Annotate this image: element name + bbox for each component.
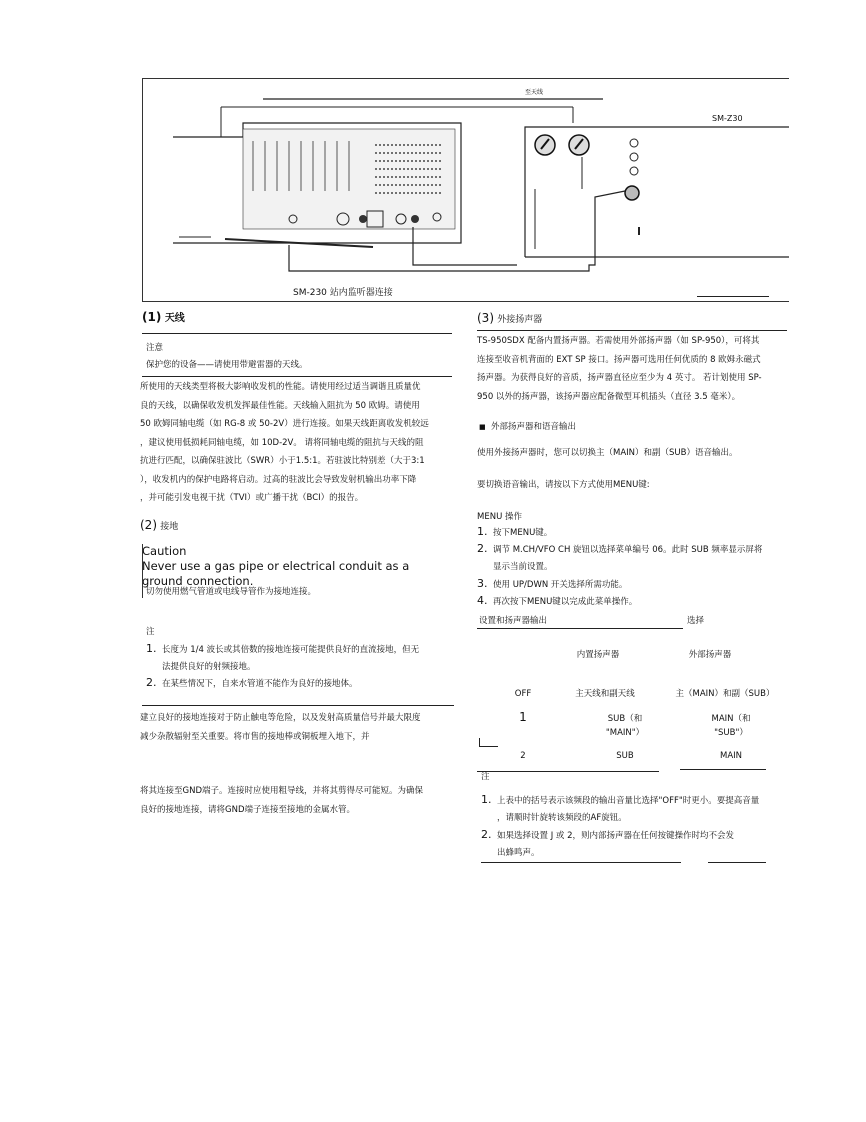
table-header-left: 设置和扬声器输出 xyxy=(479,616,548,626)
connection-diagram xyxy=(143,79,789,301)
caution-body: Never use a gas pipe or electrical conduit as a xyxy=(142,559,410,573)
ground-note-1: 1. 长度为 1/4 波长或其倍数的接地连接可能提供良好的直流接地，但无 法提供良好的射频接地。 xyxy=(146,642,420,672)
speaker-paragraph: TS-950SDX 配备内置扬声器。若需使用外部扬声器（如 SP-950），可将其 连接至收音机背面的 EXT SP 接口。扬声器可选用任何优质的 8 欧姆永磁式 扬声器。为获得良好的音质，扬声器直径应至少为 4 英寸。 若计划使用 SP- 950 以外的扬声器，该扬声器应配备微型耳机插头（直径 3.5 毫米）。 xyxy=(477,336,762,402)
square-bullet-icon: ■ xyxy=(479,423,486,431)
antenna-heading: (1) 天线 xyxy=(142,310,185,324)
menu-step-3: 3. 使用 UP/DWN 开关选择所需功能。 xyxy=(477,577,628,590)
caution-cn: 切勿使用燃气管道或电线导管作为接地连接。 xyxy=(146,587,317,597)
table-cell: 2 xyxy=(520,751,526,761)
menu-step-4: 4. 再次按下MENU键以完成此菜单操作。 xyxy=(477,594,638,607)
model-label: SM-Z30 xyxy=(712,114,743,123)
antenna-note-label: 注意 xyxy=(146,343,164,353)
antenna-note-text: 保护您的设备——请使用带避雷器的天线。 xyxy=(146,360,308,370)
caution-tail: ground connection. xyxy=(142,574,254,588)
speaker-note-2: 2. 如果选择设置 J 或 2，则内部扬声器在任何按键操作时均不会发 出蜂鸣声。 xyxy=(481,828,735,858)
speaker-heading: (3) 外接扬声器 xyxy=(477,311,543,325)
ground-heading: (2) 接地 xyxy=(140,518,179,532)
ground-note-label: 注 xyxy=(146,627,155,637)
table-cell: SUB xyxy=(616,751,634,761)
menu-step-2: 2. 调节 M.CH/VFO CH 旋钮以选择菜单编号 06。此时 SUB 频率显示屏将 显示当前设置。 xyxy=(477,542,763,572)
table-cell: OFF xyxy=(514,689,532,699)
ground-note-2: 2. 在某些情况下，自来水管道不能作为良好的接地体。 xyxy=(146,676,358,689)
transceiver-rear-panel xyxy=(173,123,461,247)
caution-title: Caution xyxy=(142,544,187,558)
col-internal: 内置扬声器 xyxy=(576,650,620,660)
table-header-right: 选择 xyxy=(687,616,705,626)
antenna-label: 至天线 xyxy=(525,89,544,96)
table-cell: MAIN xyxy=(719,751,742,761)
antenna-paragraph: 所使用的天线类型将极大影响收发机的性能。请使用经过适当调谐且质量优 良的天线，以确保收发机发挥最佳性能。天线输入阻抗为 50 欧姆。请使用 50 欧姆同轴电缆（如 RG-8 或 50-2V）进行连接。如果天线距离收发机较远 ，建议使用低损耗同轴电缆，如 10D-2V。 请将同轴电缆的阻抗与天线的阻 抗进行匹配，以确保驻波比（SWR）小于1.5:1。若驻波比特别差（大于3:1 ），收发机内的保护电路将启动。过高的驻波比会导致发射机输出功率下降 ，并可能引发电视干扰（TVI）或广播干扰（BCI）的报告。 xyxy=(140,382,429,503)
table-cell: SUB（和 "MAIN"） xyxy=(605,714,645,738)
table-cell: MAIN（和 "SUB"） xyxy=(711,714,751,738)
caption-rule xyxy=(697,296,769,297)
speaker-note-label: 注 xyxy=(481,772,490,782)
menu-step-1: 1. 按下MENU键。 xyxy=(477,525,553,538)
connection-figure xyxy=(142,78,789,302)
col-external: 外部扬声器 xyxy=(688,650,732,660)
menu-title: MENU 操作 xyxy=(477,512,522,522)
speaker-subparagraph: 使用外接扬声器时，您可以切换主（MAIN）和副（SUB）语音输出。 xyxy=(477,448,738,458)
monitor-unit xyxy=(525,127,789,257)
speaker-subheading: ■ 外部扬声器和语音输出 xyxy=(479,422,577,432)
caution-box xyxy=(142,544,410,598)
table-cell: 主天线和副天线 xyxy=(575,689,635,699)
menu-intro: 要切换语音输出，请按以下方式使用MENU键: xyxy=(477,480,650,490)
ground-paragraph-1: 建立良好的接地连接对于防止触电等危险，以及发射高质量信号并最大限度 减少杂散辐射至关重要。将市售的接地棒或铜板埋入地下，并 xyxy=(140,713,421,742)
table-cell: 主（MAIN）和副（SUB） xyxy=(675,689,775,699)
ground-paragraph-2: 将其连接至GND端子。连接时应使用粗导线，并将其剪得尽可能短。为确保 良好的接地连接，请将GND端子连接至接地的金属水管。 xyxy=(140,786,423,815)
table-cell: 1 xyxy=(519,710,527,724)
figure-caption: SM-230 站内监听器连接 xyxy=(293,288,393,298)
speaker-note-1: 1. 上表中的括号表示该频段的输出音量比选择"OFF"时更小。要提高音量 ，请顺时针旋转该频段的AF旋钮。 xyxy=(481,793,760,823)
